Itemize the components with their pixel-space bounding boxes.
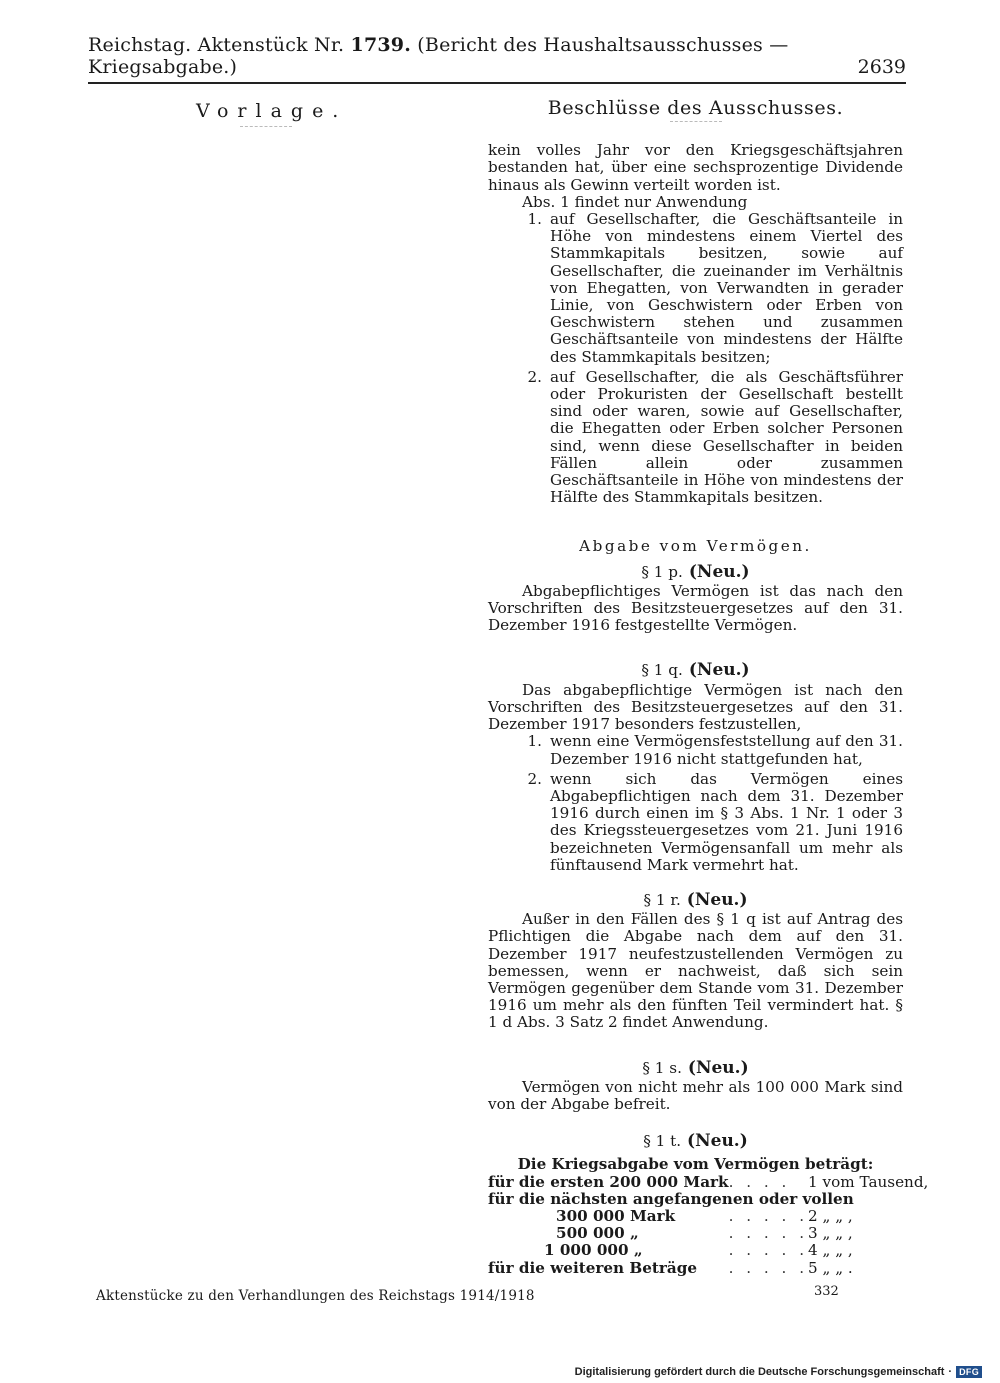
section-1r-text: Außer in den Fällen des § 1 q ist auf Antrag des Pflichtigen die Abgabe nach dem auf den 31. Dezember 1917 neufestzustellenden Vermögen zu bemessen, wenn er nachweist, daß sich sein Vermögen gegenüber dem Stande vom 31. Dezember 1916 um mehr als den fünften Teil vermindert hat. § 1 d Abs. 3 Satz 2 findet Anwendung. — [488, 910, 903, 1032]
beschluesse-heading: Beschlüsse des Ausschusses. — [547, 97, 844, 119]
row-rate: 1 vom Tausend, — [808, 1172, 929, 1191]
list-item — [488, 369, 903, 507]
header-title — [88, 34, 858, 78]
row-dots: . . . . . — [728, 1258, 809, 1277]
neu-marker: (Neu.) — [687, 1131, 748, 1152]
neu-marker: (Neu.) — [688, 561, 750, 582]
row-rate: 5 „ „ . — [808, 1258, 853, 1277]
table-row — [488, 1260, 928, 1277]
list-item — [488, 771, 903, 874]
table-row — [488, 1208, 928, 1225]
item-text: auf Gesellschafter, die als Geschäftsführer oder Prokuristen der Gesellschaft bestellt sind oder waren, sowie auf Gesellschafter, die Ehegatten oder Erben solcher Personen sind, wenn diese Gesellschafter in beiden Fällen allein oder zusammen Geschäftsanteile in Höhe von mindestens der Hälfte des Stammkapitals besitzen. — [550, 367, 903, 507]
section-1s-text: Vermögen von nicht mehr als 100 000 Mark sind von der Abgabe befreit. — [488, 1077, 903, 1113]
vorlage-heading: Vorlage. — [196, 100, 348, 122]
table-row — [488, 1174, 928, 1191]
section-1p-text: Abgabepflichtiges Vermögen ist das nach den Vorschriften des Besitzsteuergesetzes auf den 31. Dezember 1916 festgestellte Vermögen. — [488, 581, 903, 635]
section-1s-heading — [488, 1057, 903, 1078]
row-label: 1 000 000 „ — [544, 1241, 643, 1260]
heading-rule — [240, 126, 292, 127]
table-row — [488, 1191, 928, 1208]
neu-marker: (Neu.) — [687, 1057, 749, 1078]
row-rate: 4 „ „ , — [808, 1241, 853, 1260]
row-rate: 2 „ „ , — [808, 1206, 853, 1225]
section-1t-heading — [488, 1133, 903, 1150]
row-label: für die ersten 200 000 Mark — [488, 1172, 729, 1191]
section-title: Abgabe vom Vermögen. — [579, 537, 812, 556]
table-row — [488, 1242, 928, 1259]
section-1q-heading — [488, 662, 903, 679]
item-text: auf Gesellschafter, die Geschäftsanteile in Höhe von mindestens einem Viertel des Stammkapitals besitzen, sowie auf Gesellschafter, die zueinander im Verhältnis von Ehegatten, von Verwandten in gerader Linie, von Geschwistern oder Erben von Geschwistern stehen und zusammen Geschäftsanteile von mindestens der Hälfte des Stammkapitals besitzen; — [550, 210, 903, 366]
item-number: 2. — [527, 367, 542, 386]
table-row — [488, 1225, 928, 1242]
left-column — [196, 100, 348, 127]
section-label: § 1 p. — [641, 562, 683, 581]
item-text: wenn eine Vermögensfeststellung auf den 31. Dezember 1916 nicht stattgefunden hat, — [550, 732, 903, 768]
sheet-number: 332 — [814, 1284, 839, 1299]
footer-source: Aktenstücke zu den Verhandlungen des Reichstags 1914/1918 — [96, 1288, 535, 1304]
neu-marker: (Neu.) — [686, 889, 748, 910]
section-1r-heading — [488, 889, 903, 910]
right-column — [488, 97, 929, 1277]
item-number: 2. — [527, 769, 542, 788]
neu-marker: (Neu.) — [688, 660, 750, 681]
item-number: 1. — [527, 210, 542, 229]
row-label: für die nächsten angefangenen oder vollen — [488, 1189, 854, 1208]
section-label: § 1 q. — [641, 661, 683, 680]
dfg-logo-icon: DFG — [956, 1366, 982, 1378]
rate-table — [488, 1174, 928, 1277]
intro-paragraph: kein volles Jahr vor den Kriegsgeschäftsjahren bestanden hat, über eine sechsprozentige Dividende hinaus als Gewinn verteilt worden ist. — [488, 141, 903, 194]
section-1p-heading — [488, 561, 903, 582]
row-label: 500 000 „ — [556, 1224, 639, 1243]
dfg-credit: Digitalisierung gefördert durch die Deutsche Forschungsgemeinschaft · DFG — [575, 1366, 982, 1378]
section-label: § 1 t. — [643, 1132, 682, 1151]
page-header — [88, 34, 906, 84]
section-label: § 1 r. — [643, 890, 681, 909]
row-label: für die weiteren Beträge — [488, 1258, 698, 1277]
list-item — [488, 211, 903, 366]
row-dots: . . . . . — [728, 1224, 809, 1243]
header-title-suffix: (Bericht des Haushaltsausschusses — Kriegsabgabe.) — [88, 34, 789, 78]
page-number: 2639 — [857, 56, 906, 78]
header-title-prefix: Reichstag. Aktenstück Nr. — [88, 34, 345, 56]
section-1q-text: Das abgabepflichtige Vermögen ist nach den Vorschriften des Besitzsteuergesetzes auf den 31. Dezember 1917 besonders festzustellen, — [488, 680, 903, 734]
row-rate: 3 „ „ , — [808, 1224, 853, 1243]
rate-table-heading: Die Kriegsabgabe vom Vermögen beträgt: — [517, 1155, 874, 1174]
abs-line: Abs. 1 findet nur Anwendung — [522, 192, 748, 211]
dfg-credit-text: Digitalisierung gefördert durch die Deutsche Forschungsgemeinschaft — [574, 1366, 945, 1378]
item-number: 1. — [527, 732, 542, 751]
section-label: § 1 s. — [642, 1058, 682, 1077]
row-dots: . . . . . — [728, 1241, 809, 1260]
item-text: wenn sich das Vermögen eines Abgabepflichtigen nach dem 31. Dezember 1916 durch einen im § 3 Abs. 1 Nr. 1 oder 3 des Kriegssteuergesetzes vom 21. Juni 1916 bezeichneten Vermögensanfall um mehr als fünftausend Mark vermehrt hat. — [550, 769, 903, 874]
document-number: 1739. — [350, 34, 412, 56]
row-dots: . . . . . — [728, 1206, 809, 1225]
row-dots: . . . . — [728, 1172, 791, 1191]
list-item — [488, 733, 903, 767]
row-label: 300 000 Mark — [556, 1206, 676, 1225]
